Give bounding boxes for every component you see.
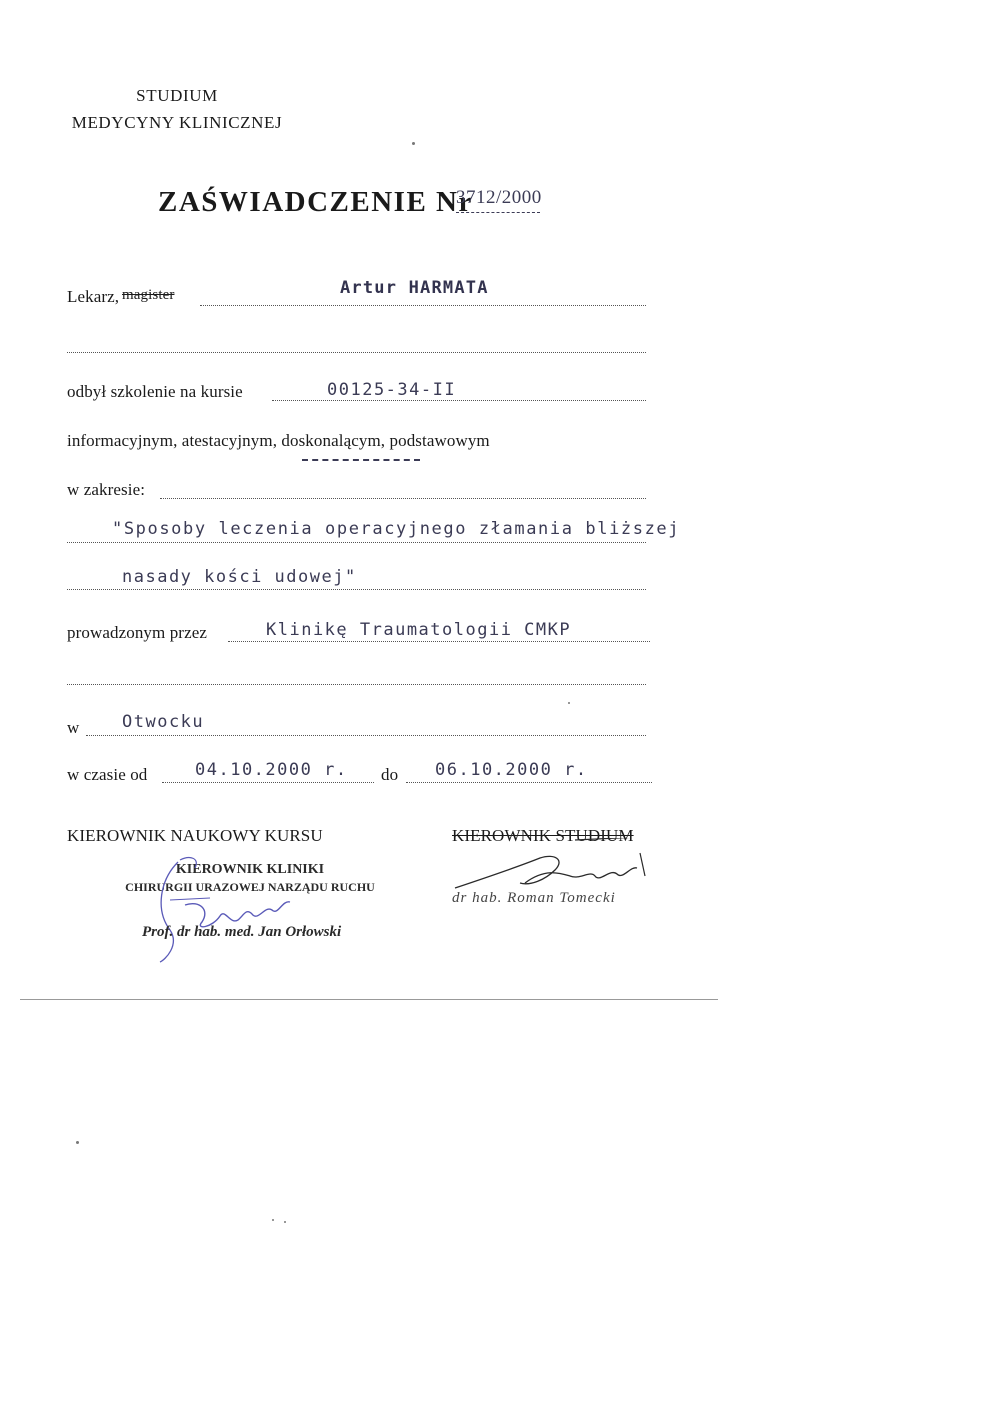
course-dotted-line bbox=[272, 400, 646, 401]
institution-line-1: STUDIUM bbox=[136, 86, 218, 105]
scan-speck bbox=[284, 1221, 286, 1223]
certificate-number-underline bbox=[456, 212, 540, 213]
doctor-dotted-line bbox=[200, 305, 646, 306]
course-type-underline bbox=[302, 459, 420, 461]
scope-text-line-1: "Sposoby leczenia operacyjnego złamania bliższej bbox=[112, 519, 681, 539]
clinic-stamp-line-1: KIEROWNIK KLINIKI bbox=[175, 862, 325, 877]
course-number: 00125-34-II bbox=[327, 380, 457, 400]
doctor-title-struck: magister bbox=[122, 287, 175, 303]
scan-speck bbox=[412, 142, 415, 145]
certificate-title: ZAŚWIADCZENIE Nr bbox=[158, 186, 473, 218]
scan-speck bbox=[568, 702, 570, 704]
left-signature-icon bbox=[140, 850, 320, 965]
period-from-dotted-line bbox=[162, 782, 374, 783]
left-director-name: Prof. dr hab. med. Jan Orłowski bbox=[142, 924, 342, 940]
date-to: 06.10.2000 r. bbox=[435, 760, 588, 780]
scope-line1-dotted bbox=[67, 542, 646, 543]
institution-line-2: MEDYCYNY KLINICZNEJ bbox=[71, 113, 283, 132]
conducted-by-dotted-line bbox=[228, 641, 650, 642]
conducted-by-label: prowadzonym przez bbox=[67, 623, 207, 642]
scope-dotted-line bbox=[160, 498, 646, 499]
blank-dotted-line-2 bbox=[67, 684, 646, 685]
place-value: Otwocku bbox=[122, 712, 205, 732]
scan-speck bbox=[76, 1141, 79, 1144]
clinic-stamp-line-2: CHIRURGII URAZOWEJ NARZĄDU RUCHU bbox=[125, 880, 375, 894]
scope-line2-dotted bbox=[67, 589, 646, 590]
period-to-label: do bbox=[381, 765, 399, 784]
scientific-director-heading: KIEROWNIK NAUKOWY KURSU bbox=[67, 826, 323, 845]
date-from: 04.10.2000 r. bbox=[195, 760, 348, 780]
scan-speck bbox=[272, 1219, 274, 1221]
scope-text-line-2: nasady kości udowej" bbox=[122, 567, 357, 587]
blank-dotted-line-1 bbox=[67, 352, 646, 353]
conducted-by-value: Klinikę Traumatologii CMKP bbox=[266, 620, 572, 640]
study-director-heading: KIEROWNIK STUDIUM bbox=[452, 826, 634, 845]
right-director-name: dr hab. Roman Tomecki bbox=[452, 890, 616, 906]
course-label: odbył szkolenie na kursie bbox=[67, 382, 243, 401]
bottom-divider bbox=[20, 999, 718, 1000]
course-types: informacyjnym, atestacyjnym, doskonalącym, podstawowym bbox=[67, 431, 490, 450]
doctor-name: Artur HARMATA bbox=[340, 278, 489, 298]
place-dotted-line bbox=[86, 735, 646, 736]
period-to-dotted-line bbox=[406, 782, 652, 783]
scope-label: w zakresie: bbox=[67, 480, 146, 499]
certificate-number: 3712/2000 bbox=[456, 187, 542, 208]
place-label: w bbox=[67, 718, 80, 737]
period-from-label: w czasie od bbox=[67, 765, 148, 784]
doctor-label: Lekarz, bbox=[67, 287, 120, 306]
